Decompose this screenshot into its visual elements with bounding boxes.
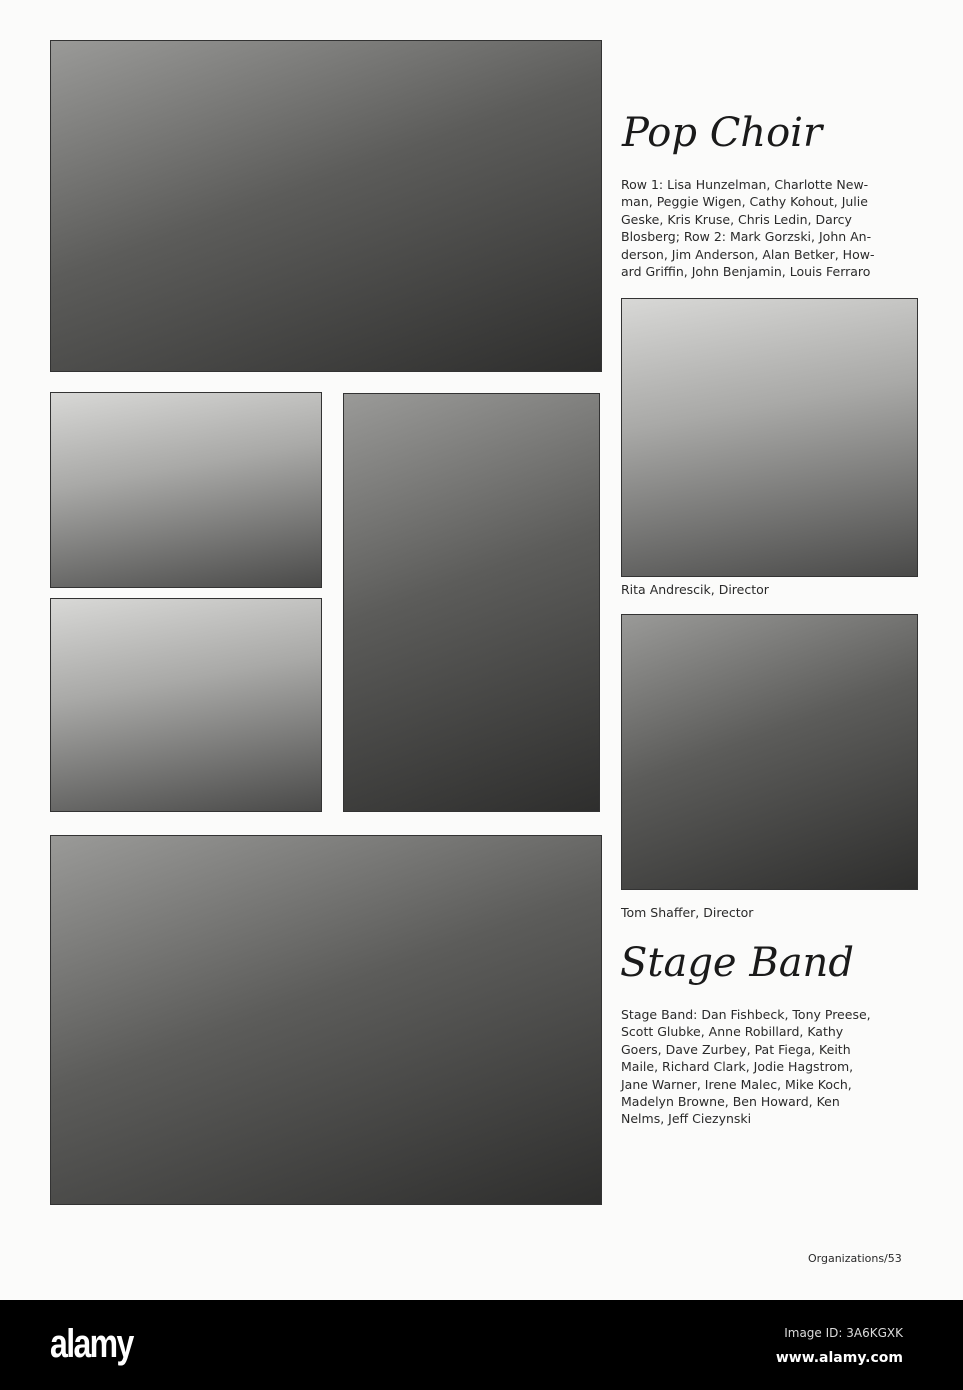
rita-andrescik-photo: [621, 298, 918, 577]
choir-rehearsal-photo-1: [50, 392, 322, 588]
text-line: Scott Glubke, Anne Robillard, Kathy: [621, 1024, 844, 1040]
choir-rehearsal-photo-2: [50, 598, 322, 812]
alamy-logo: alamy: [50, 1322, 133, 1366]
tom-shaffer-photo: [621, 614, 918, 890]
text-line: Stage Band: Dan Fishbeck, Tony Preese,: [621, 1007, 871, 1022]
pop-choir-group-photo: [50, 40, 602, 372]
pop-choir-names: [621, 176, 874, 280]
rita-caption: Rita Andrescik, Director: [621, 582, 769, 597]
pop-choir-title: Pop Choir: [622, 110, 823, 156]
text-line: man, Peggie Wigen, Cathy Kohout, Julie: [621, 194, 868, 210]
text-line: Row 1: Lisa Hunzelman, Charlotte New-: [621, 177, 869, 192]
stage-band-group-photo: [50, 835, 602, 1205]
image-id: Image ID: 3A6KGXK: [784, 1326, 903, 1340]
text-line: Jane Warner, Irene Malec, Mike Koch,: [621, 1076, 852, 1092]
text-line: Maile, Richard Clark, Jodie Hagstrom,: [621, 1059, 854, 1075]
text-line: Goers, Dave Zurbey, Pat Fiega, Keith: [621, 1041, 851, 1057]
text-line: ard Griffin, John Benjamin, Louis Ferraro: [621, 264, 871, 280]
watermark-bar: [0, 1300, 963, 1390]
text-line: Nelms, Jeff Ciezynski: [621, 1111, 752, 1127]
watermark-url: www.alamy.com: [775, 1350, 903, 1366]
text-line: Geske, Kris Kruse, Chris Ledin, Darcy: [621, 211, 852, 227]
page-folio: Organizations/53: [808, 1252, 902, 1265]
stage-band-title: Stage Band: [620, 940, 854, 986]
stage-band-names: [621, 1006, 871, 1128]
saxophone-player-photo: [343, 393, 600, 812]
tom-caption: Tom Shaffer, Director: [621, 905, 754, 920]
text-line: Blosberg; Row 2: Mark Gorzski, John An-: [621, 229, 872, 245]
text-line: Madelyn Browne, Ben Howard, Ken: [621, 1094, 840, 1110]
text-line: derson, Jim Anderson, Alan Betker, How-: [621, 246, 875, 262]
